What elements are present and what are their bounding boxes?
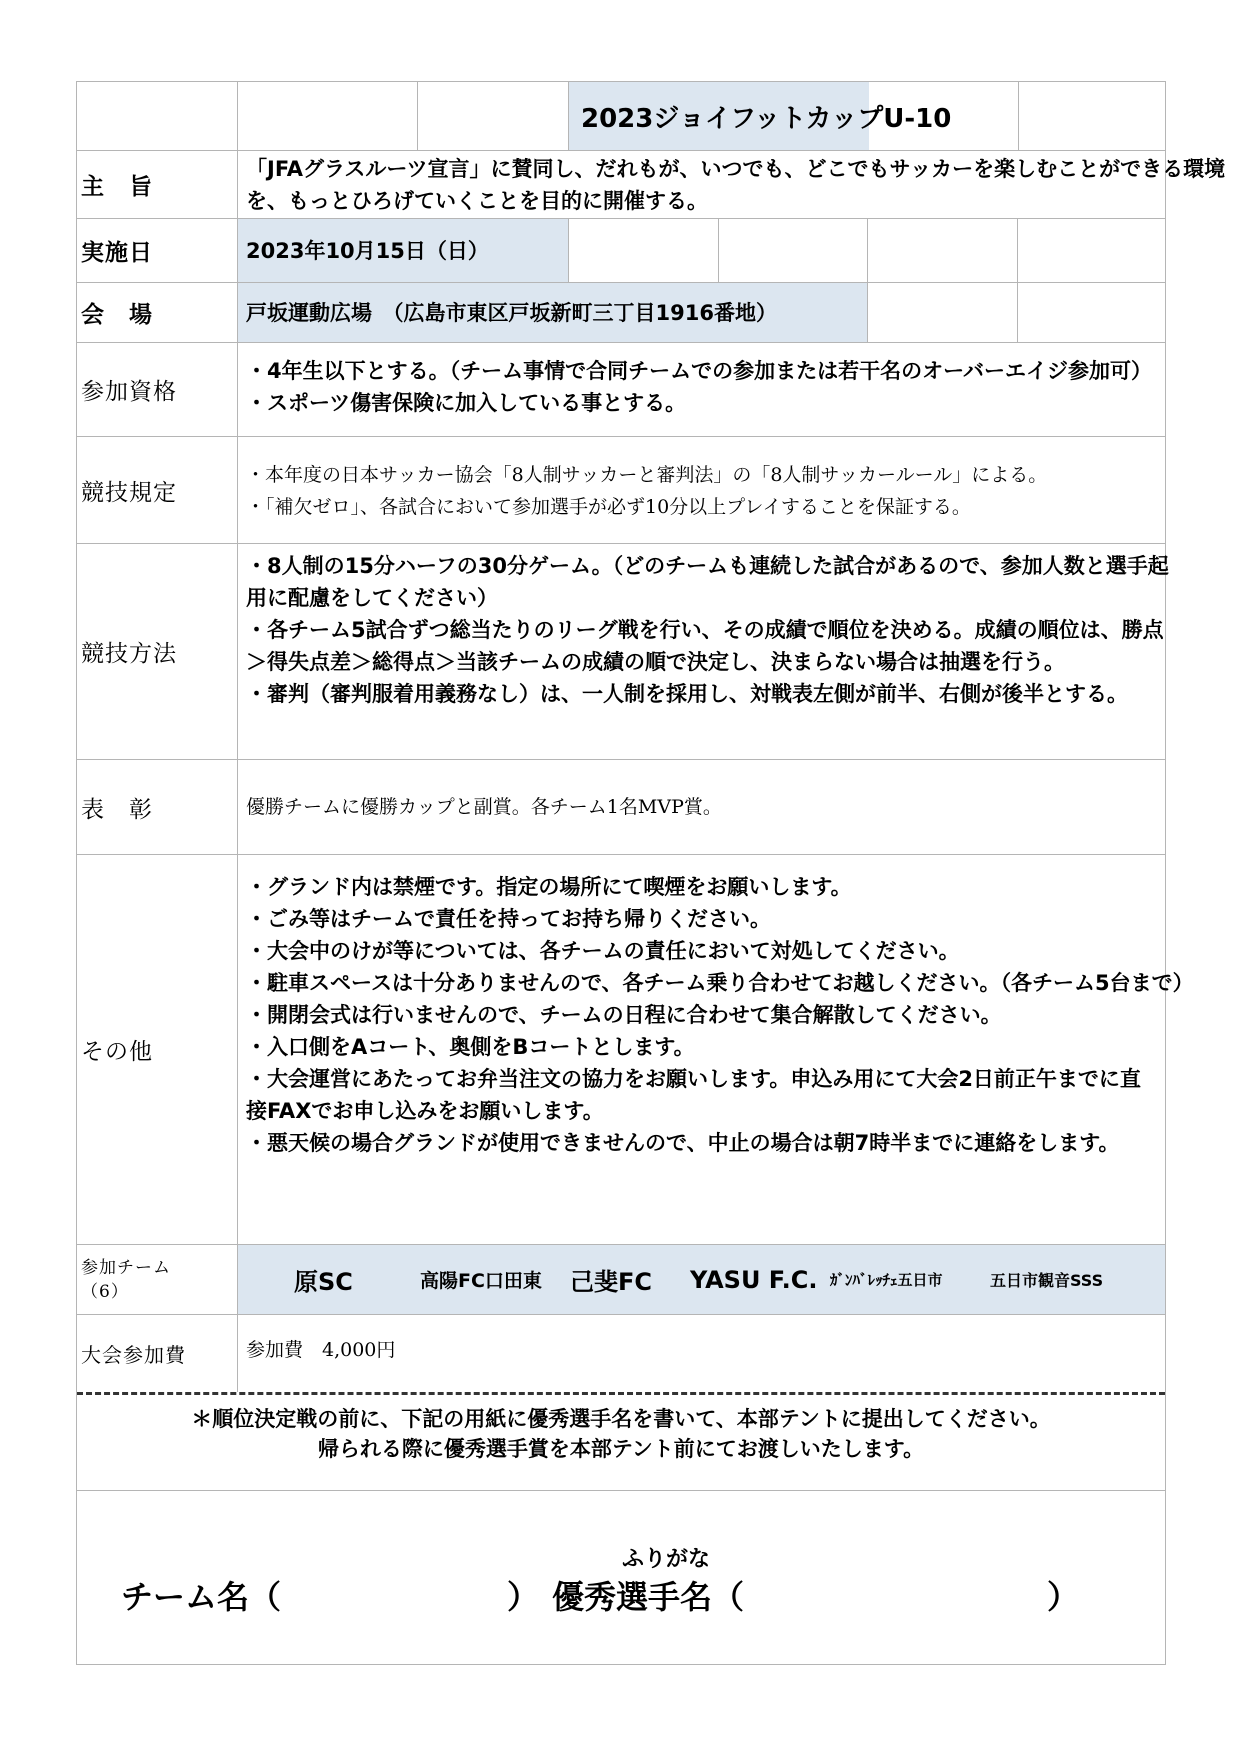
page-title: 2023ジョイフットカップU-10 <box>581 103 952 134</box>
teams-label <box>77 1245 238 1314</box>
purpose-label: 主 旨 <box>77 151 238 218</box>
best-player-close: ） <box>1047 1578 1080 1616</box>
eligibility-line: ・スポーツ傷害保険に加入している事とする。 <box>246 391 687 415</box>
date-value: 2023年10月15日（日） <box>246 238 489 263</box>
eligibility-label: 参加資格 <box>77 343 238 436</box>
team-name: 己斐FC <box>570 1268 653 1296</box>
rules-line: ・本年度の日本サッカー協会「8人制サッカーと審判法」の「8人制サッカールール」による。 <box>246 464 1048 486</box>
method-line: ・審判（審判服着用義務なし）は、一人制を採用し、対戦表左側が前半、右側が後半とする。 <box>246 682 1128 706</box>
teams-row <box>77 1245 1165 1315</box>
other-line: 接FAXでお申し込みをお願いします。 <box>246 1099 604 1123</box>
purpose-line: 「JFAグラスルーツ宣言」に賛同し、だれもが、いつでも、どこでもサッカーを楽しむことができる環境 <box>246 157 1226 181</box>
rules-label: 競技規定 <box>77 437 238 543</box>
purpose-row <box>77 151 1226 219</box>
other-label: その他 <box>77 855 238 1244</box>
teams-label-line: 参加チーム <box>81 1257 171 1278</box>
method-line: ＞得失点差＞総得点＞当該チームの成績の順で決定し、決まらない場合は抽選を行う。 <box>246 650 1065 674</box>
venue-label: 会 場 <box>77 283 238 342</box>
team-name: 高陽FC口田東 <box>420 1270 542 1292</box>
method-line: ・8人制の15分ハーフの30分ゲーム。（どのチームも連続した試合があるので、参加人数と選手起 <box>246 554 1169 578</box>
best-player-label: 優秀選手名（ <box>552 1578 745 1616</box>
award-value: 優勝チームに優勝カップと副賞。各チーム1名MVP賞。 <box>246 796 722 818</box>
title-row <box>77 82 1165 151</box>
fee-row <box>77 1315 1165 1392</box>
date-label: 実施日 <box>77 219 238 282</box>
method-line: ・各チーム5試合ずつ総当たりのリーグ戦を行い、その成績で順位を決める。成績の順位は、勝点 <box>246 618 1164 642</box>
team-name: ｶﾞﾝﾊﾞﾚｯﾁｪ五日市 <box>830 1271 943 1289</box>
team-name: 五日市観音SSS <box>990 1271 1104 1290</box>
eligibility-row <box>77 343 1165 437</box>
method-line: 用に配慮をしてください） <box>246 586 498 610</box>
team-name-label: チーム名（ <box>121 1578 282 1616</box>
purpose-line: を、もっとひろげていくことを目的に開催する。 <box>246 189 708 213</box>
cut-line <box>77 1392 1165 1395</box>
notice <box>77 1404 1165 1464</box>
rules-line: ・「補欠ゼロ」、各試合において参加選手が必ず10分以上プレイすることを保証する。 <box>246 496 971 518</box>
notice-divider <box>77 1490 1165 1491</box>
award-label: 表 彰 <box>77 760 238 854</box>
other-line: ・駐車スペースは十分ありませんので、各チーム乗り合わせてお越しください。（各チーム5台まで） <box>246 971 1194 995</box>
team-name-close: ） <box>507 1578 540 1616</box>
other-line: ・入口側をAコート、奥側をBコートとします。 <box>246 1035 695 1059</box>
fee-label: 大会参加費 <box>77 1315 238 1392</box>
team-name: 原SC <box>294 1268 353 1296</box>
notice-line: 帰られる際に優秀選手賞を本部テント前にてお渡しいたします。 <box>317 1436 925 1461</box>
eligibility-line: ・4年生以下とする。（チーム事情で合同チームでの参加または若干名のオーバーエイジ参加可） <box>246 359 1153 383</box>
other-line: ・開閉会式は行いませんので、チームの日程に合わせて集合解散してください。 <box>246 1003 1002 1027</box>
method-row <box>77 544 1169 760</box>
venue-row <box>77 283 1165 343</box>
other-line: ・大会中のけが等については、各チームの責任において対処してください。 <box>246 939 960 963</box>
other-row <box>77 855 1194 1245</box>
other-line: ・ごみ等はチームで責任を持ってお持ち帰りください。 <box>246 907 771 931</box>
method-label: 競技方法 <box>77 544 238 759</box>
notice-line: ＊順位決定戦の前に、下記の用紙に優秀選手名を書いて、本部テントに提出してください。 <box>191 1406 1051 1431</box>
other-line: ・悪天候の場合グランドが使用できませんので、中止の場合は朝7時半までに連絡をします。 <box>246 1131 1120 1155</box>
venue-value: 戸坂運動広場 （広島市東区戸坂新町三丁目1916番地） <box>246 300 777 325</box>
other-line: ・グランド内は禁煙です。指定の場所にて喫煙をお願いします。 <box>246 875 852 899</box>
teams-count: （6） <box>81 1281 129 1302</box>
furigana-label: ふりがな <box>622 1546 711 1572</box>
rules-row <box>77 437 1165 544</box>
team-name: YASU F.C. <box>690 1265 818 1294</box>
award-row <box>77 760 1165 855</box>
fee-value: 参加費 4,000円 <box>246 1338 396 1361</box>
date-row <box>77 219 1165 283</box>
tournament-sheet <box>76 81 1226 1665</box>
other-line: ・大会運営にあたってお弁当注文の協力をお願いします。申込み用にて大会2日前正午までに直 <box>246 1067 1141 1091</box>
